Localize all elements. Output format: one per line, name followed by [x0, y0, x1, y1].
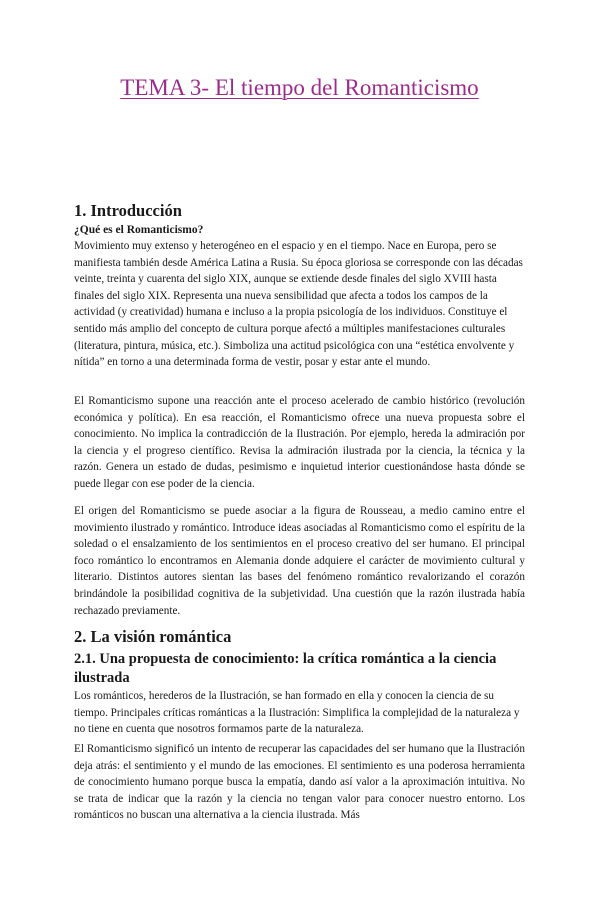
paragraph: El Romanticismo supone una reacción ante el proceso acelerado de cambio histórico (revolución económica y política). En esa reacción, el Romanticismo ofrece una nueva propuesta sobre el conocimiento. No implica la contradicción de la Ilustración. Por ejemplo, hereda la admiración por la ciencia y el progreso científico. Revisa la admiración ilustrada por la ciencia, la técnica y la razón. Genera un estado de dudas, pesimismo e inquietud interior cuestionándose hasta dónde se puede llegar con ese poder de la ciencia.	[74, 395, 525, 490]
paragraph-block	[74, 503, 525, 619]
section-vision-romantica	[74, 627, 525, 738]
paragraph: Movimiento muy extenso y heterogéneo en el espacio y en el tiempo. Nace en Europa, pero se manifiesta también desde América Latina a Rusia. Su época gloriosa se corresponde con las décadas veinte, treinta y cuarenta del siglo XIX, aunque se extiende desde finales del siglo XVIII hasta finales del siglo XIX. Representa una nueva sensibilidad que afecta a todos los campos de la actividad (y creatividad) humana e incluso a la propia psicología de los individuos. Constituye el sentido más amplio del concepto de cultura porque afectó a múltiples manifestaciones culturales (literatura, pintura, música, etc.). Simboliza una actitud psicológica con una “estética envolvente y nítida” en torno a una determinada forma de vestir, posar y estar ante el mundo.	[74, 240, 523, 369]
paragraph-block	[74, 741, 525, 824]
document-page	[0, 73, 599, 921]
paragraph: El origen del Romanticismo se puede asociar a la figura de Rousseau, a medio camino entre el movimiento ilustrado y romántico. Introduce ideas asociadas al Romanticismo como el espíritu de la soledad o el ensalzamiento de los sentimientos en el proceso creativo del ser humano. El principal foco romántico lo encontramos en Alemania donde adquiere el carácter de movimiento cultural y literario. Distintos autores sientan las bases del fenómeno romántico revalorizando el corazón brindándole la posibilidad cognitiva de la subjetividad. Una cuestión que la razón ilustrada había rechazado previamente.	[74, 505, 525, 617]
section-subheading: ¿Qué es el Romanticismo?	[74, 224, 204, 236]
paragraph: El Romanticismo significó un intento de recuperar las capacidades del ser humano que la Ilustración deja atrás: el sentimiento y el mundo de las emociones. El sentimiento es una poderosa herramienta de conocimiento humano porque busca la empatía, dando así valor a la aproximación intuitiva. No se trata de indicar que la razón y la ciencia no tengan valor para conocer nuestro entorno. Los románticos no buscan una alternativa a la ciencia ilustrada. Más	[74, 743, 525, 822]
subsection-heading: 2.1. Una propuesta de conocimiento: la crítica romántica a la ciencia ilustrada	[74, 651, 497, 686]
section-heading: 1. Introducción	[74, 201, 182, 220]
section-heading: 2. La visión romántica	[74, 627, 232, 646]
paragraph: Los románticos, herederos de la Ilustración, se han formado en ella y conocen la ciencia de su tiempo. Principales críticas románticas a la Ilustración: Simplifica la complejidad de la naturaleza y no tiene en cuenta que nosotros formamos parte de la naturaleza.	[74, 690, 520, 736]
document-title: TEMA 3- El tiempo del Romanticismo	[120, 75, 479, 100]
section-introduction	[74, 201, 525, 371]
paragraph-block	[74, 393, 525, 493]
